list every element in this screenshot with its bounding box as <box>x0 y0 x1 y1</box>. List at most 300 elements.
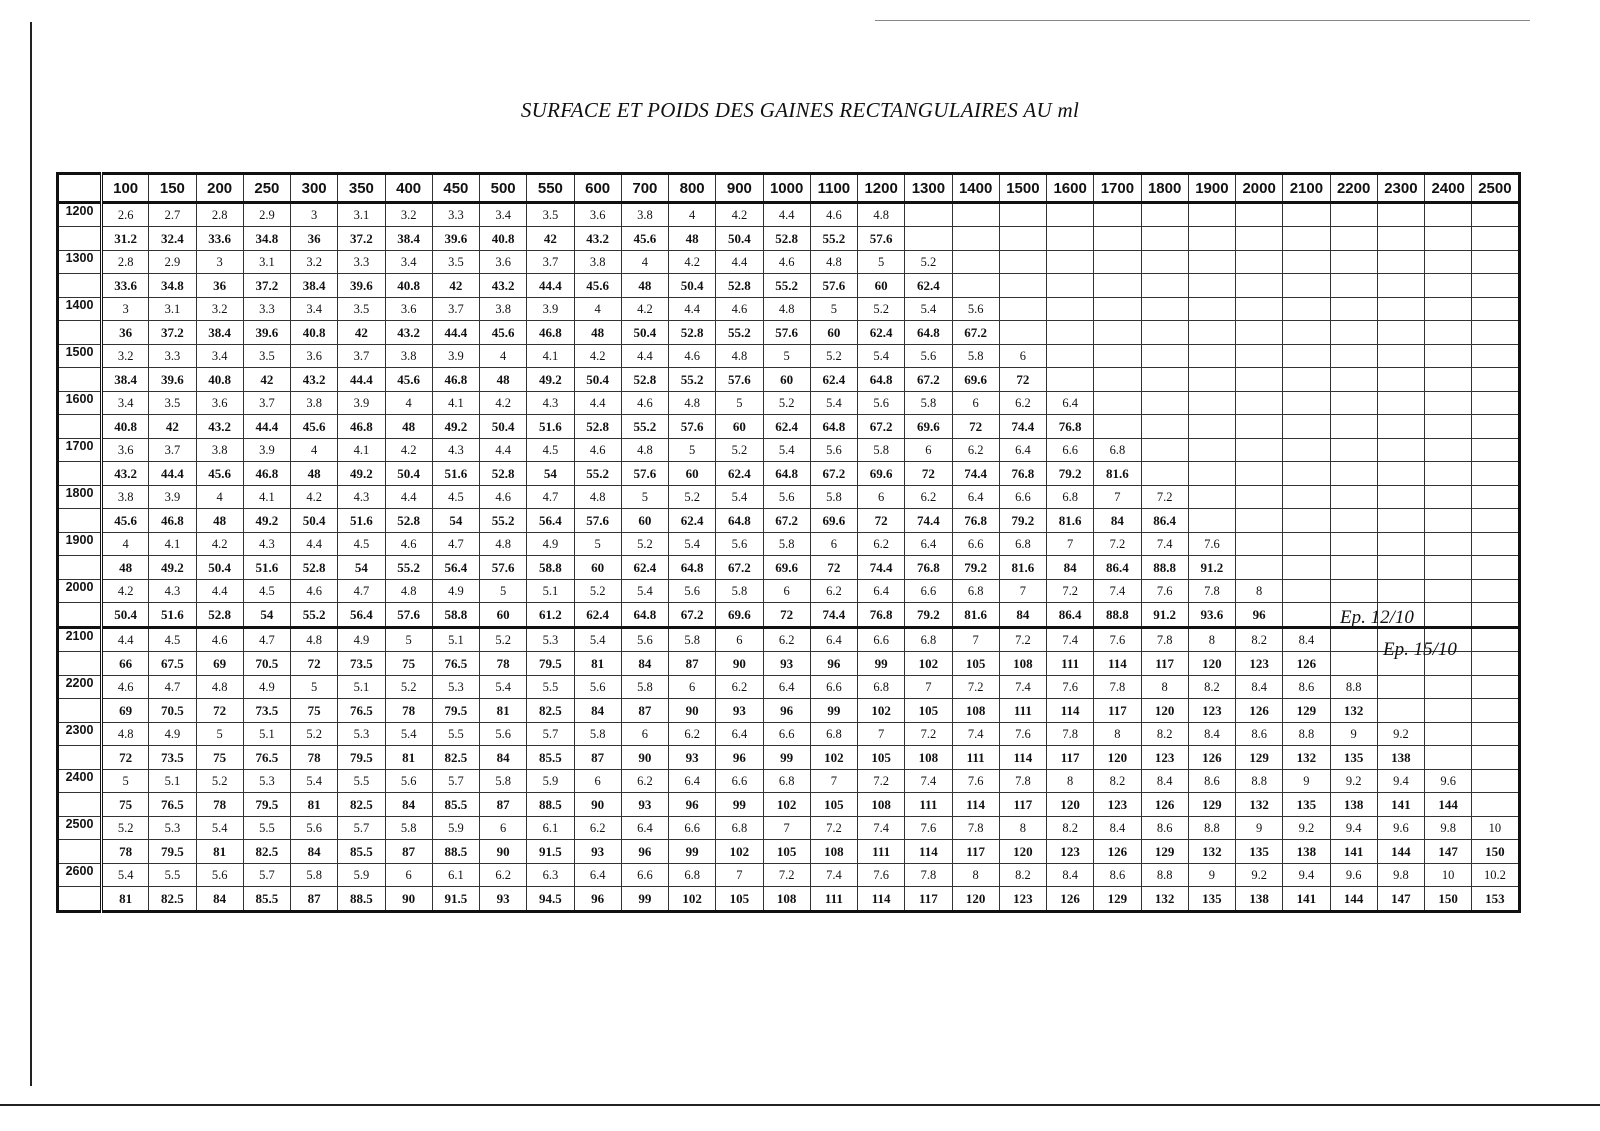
weight-cell: 55.2 <box>763 274 810 298</box>
weight-cell: 70.5 <box>243 652 290 676</box>
surface-cell: 4.6 <box>810 203 857 227</box>
surface-cell: 6 <box>716 628 763 652</box>
surface-cell: 7.2 <box>810 817 857 840</box>
surface-cell: 3 <box>196 251 243 274</box>
surface-cell: 5.4 <box>102 864 149 887</box>
surface-cell: 6.4 <box>905 533 952 556</box>
surface-cell: 5.6 <box>621 628 668 652</box>
weight-cell: 120 <box>1094 746 1141 770</box>
weight-cell: 73.5 <box>243 699 290 723</box>
weight-cell: 87 <box>669 652 716 676</box>
weight-cell: 62.4 <box>669 509 716 533</box>
row-label: 1900 <box>58 533 102 556</box>
surface-cell: 3.2 <box>102 345 149 368</box>
surface-cell: 5.2 <box>196 770 243 793</box>
empty-cell <box>1425 298 1472 321</box>
surface-cell: 4.8 <box>291 628 338 652</box>
empty-cell <box>1330 509 1377 533</box>
weight-cell: 111 <box>999 699 1046 723</box>
surface-cell: 5.4 <box>905 298 952 321</box>
weight-cell: 60 <box>669 462 716 486</box>
empty-cell <box>1377 580 1424 603</box>
weight-cell: 84 <box>480 746 527 770</box>
empty-cell <box>1377 533 1424 556</box>
weight-cell: 46.8 <box>149 509 196 533</box>
surface-cell: 5.4 <box>669 533 716 556</box>
empty-cell <box>1425 415 1472 439</box>
weight-cell: 69.6 <box>858 462 905 486</box>
weight-cell: 36 <box>291 227 338 251</box>
weight-row <box>58 603 1520 628</box>
weight-cell: 85.5 <box>527 746 574 770</box>
weight-cell: 57.6 <box>574 509 621 533</box>
weight-row <box>58 368 1520 392</box>
surface-cell: 5.9 <box>338 864 385 887</box>
surface-cell: 4.6 <box>291 580 338 603</box>
weight-cell: 51.6 <box>149 603 196 628</box>
surface-cell: 5.8 <box>952 345 999 368</box>
surface-cell: 4.3 <box>338 486 385 509</box>
surface-cell: 3.6 <box>196 392 243 415</box>
surface-cell: 8.4 <box>1047 864 1094 887</box>
weight-row <box>58 556 1520 580</box>
empty-cell <box>1425 486 1472 509</box>
weight-cell: 84 <box>1094 509 1141 533</box>
surface-cell: 4.8 <box>102 723 149 746</box>
weight-cell: 72 <box>999 368 1046 392</box>
row-label: 2300 <box>58 723 102 746</box>
column-header-row <box>58 174 1520 203</box>
weight-cell: 123 <box>999 887 1046 912</box>
weight-cell: 69.6 <box>763 556 810 580</box>
weight-row <box>58 887 1520 912</box>
weight-cell: 56.4 <box>432 556 479 580</box>
weight-cell: 96 <box>763 699 810 723</box>
surface-cell: 7.6 <box>952 770 999 793</box>
surface-cell: 3.8 <box>574 251 621 274</box>
surface-cell: 3.9 <box>149 486 196 509</box>
weight-cell: 123 <box>1094 793 1141 817</box>
weight-cell: 52.8 <box>480 462 527 486</box>
empty-cell <box>1188 227 1235 251</box>
weight-cell: 40.8 <box>480 227 527 251</box>
empty-cell <box>1472 699 1519 723</box>
empty-cell <box>1377 439 1424 462</box>
weight-cell: 72 <box>196 699 243 723</box>
surface-cell: 5.2 <box>810 345 857 368</box>
column-header: 900 <box>716 174 763 203</box>
surface-cell: 3.7 <box>527 251 574 274</box>
weight-cell: 108 <box>763 887 810 912</box>
column-header: 1900 <box>1188 174 1235 203</box>
weight-cell: 62.4 <box>858 321 905 345</box>
surface-cell: 6 <box>574 770 621 793</box>
weight-cell: 55.2 <box>480 509 527 533</box>
surface-cell: 4.1 <box>527 345 574 368</box>
weight-cell: 67.2 <box>905 368 952 392</box>
surface-cell: 5.8 <box>716 580 763 603</box>
weight-cell: 66 <box>102 652 149 676</box>
surface-cell: 4.7 <box>149 676 196 699</box>
weight-cell: 88.5 <box>527 793 574 817</box>
weight-cell: 50.4 <box>385 462 432 486</box>
empty-cell <box>1141 227 1188 251</box>
surface-cell: 7.4 <box>952 723 999 746</box>
column-header: 550 <box>527 174 574 203</box>
weight-cell: 38.4 <box>102 368 149 392</box>
surface-cell: 5.4 <box>621 580 668 603</box>
empty-cell <box>1283 298 1330 321</box>
empty-cell <box>1425 274 1472 298</box>
column-header: 1400 <box>952 174 999 203</box>
surface-cell: 4.6 <box>669 345 716 368</box>
weight-cell: 49.2 <box>243 509 290 533</box>
weight-cell: 120 <box>1188 652 1235 676</box>
weight-cell: 93 <box>480 887 527 912</box>
weight-cell: 135 <box>1330 746 1377 770</box>
surface-cell: 10.2 <box>1472 864 1519 887</box>
weight-cell: 123 <box>1047 840 1094 864</box>
weight-cell: 114 <box>1094 652 1141 676</box>
surface-cell: 4.8 <box>858 203 905 227</box>
surface-cell: 5.6 <box>196 864 243 887</box>
row-label: 2200 <box>58 676 102 699</box>
empty-cell <box>1141 321 1188 345</box>
weight-cell: 32.4 <box>149 227 196 251</box>
weight-cell: 46.8 <box>243 462 290 486</box>
column-header: 200 <box>196 174 243 203</box>
column-header: 2100 <box>1283 174 1330 203</box>
weight-cell: 62.4 <box>621 556 668 580</box>
surface-cell: 4.3 <box>149 580 196 603</box>
weight-cell: 79.2 <box>999 509 1046 533</box>
weight-cell: 60 <box>621 509 668 533</box>
weight-cell: 52.8 <box>196 603 243 628</box>
weight-cell: 117 <box>905 887 952 912</box>
weight-cell: 38.4 <box>291 274 338 298</box>
empty-cell <box>1377 462 1424 486</box>
surface-cell: 7.8 <box>905 864 952 887</box>
empty-cell <box>1330 486 1377 509</box>
weight-cell: 49.2 <box>527 368 574 392</box>
empty-cell <box>1094 227 1141 251</box>
empty-cell <box>1425 556 1472 580</box>
surface-cell: 5.8 <box>291 864 338 887</box>
empty-cell <box>1236 368 1283 392</box>
empty-cell <box>1236 392 1283 415</box>
corner-cell <box>58 174 102 203</box>
surface-cell: 3.6 <box>574 203 621 227</box>
surface-cell: 3.8 <box>291 392 338 415</box>
surface-cell: 7.4 <box>1141 533 1188 556</box>
surface-cell: 2.8 <box>196 203 243 227</box>
surface-cell: 6.8 <box>1047 486 1094 509</box>
surface-cell: 8.2 <box>1094 770 1141 793</box>
surface-cell: 4.4 <box>480 439 527 462</box>
empty-cell <box>1236 415 1283 439</box>
surface-cell: 9.4 <box>1377 770 1424 793</box>
weight-cell: 138 <box>1236 887 1283 912</box>
weight-cell: 67.2 <box>716 556 763 580</box>
empty-cell <box>1425 462 1472 486</box>
surface-cell: 4.5 <box>149 628 196 652</box>
surface-cell: 6.2 <box>480 864 527 887</box>
surface-cell: 6.6 <box>810 676 857 699</box>
surface-cell: 7.8 <box>1047 723 1094 746</box>
weight-cell: 129 <box>1283 699 1330 723</box>
empty-cell <box>1330 462 1377 486</box>
empty-cell <box>1330 580 1377 603</box>
surface-cell: 6.6 <box>905 580 952 603</box>
empty-cell <box>1472 509 1519 533</box>
weight-cell: 78 <box>196 793 243 817</box>
empty-cell <box>1425 321 1472 345</box>
weight-cell: 85.5 <box>243 887 290 912</box>
surface-cell: 5.2 <box>385 676 432 699</box>
weight-cell: 42 <box>527 227 574 251</box>
surface-cell: 3.1 <box>338 203 385 227</box>
weight-cell: 82.5 <box>432 746 479 770</box>
weight-cell: 51.6 <box>432 462 479 486</box>
surface-cell: 4.2 <box>621 298 668 321</box>
surface-cell: 9.2 <box>1283 817 1330 840</box>
weight-cell: 69.6 <box>952 368 999 392</box>
surface-cell: 7.6 <box>1141 580 1188 603</box>
surface-cell: 8 <box>1141 676 1188 699</box>
weight-cell: 57.6 <box>763 321 810 345</box>
surface-row <box>58 486 1520 509</box>
empty-cell <box>1283 486 1330 509</box>
empty-cell <box>1377 392 1424 415</box>
surface-cell: 4.2 <box>196 533 243 556</box>
weight-cell: 102 <box>716 840 763 864</box>
surface-cell: 3.9 <box>338 392 385 415</box>
surface-cell: 6.4 <box>669 770 716 793</box>
weight-cell: 55.2 <box>716 321 763 345</box>
weight-cell: 108 <box>858 793 905 817</box>
weight-cell: 58.8 <box>432 603 479 628</box>
empty-cell <box>1377 368 1424 392</box>
column-header: 1700 <box>1094 174 1141 203</box>
surface-cell: 3.2 <box>196 298 243 321</box>
surface-cell: 5.4 <box>858 345 905 368</box>
weight-cell: 108 <box>999 652 1046 676</box>
surface-cell: 4.3 <box>432 439 479 462</box>
empty-cell <box>1283 415 1330 439</box>
weight-cell: 108 <box>952 699 999 723</box>
surface-row <box>58 345 1520 368</box>
surface-cell: 3.4 <box>196 345 243 368</box>
weight-cell: 52.8 <box>716 274 763 298</box>
empty-cell <box>1425 533 1472 556</box>
empty-cell <box>1377 203 1424 227</box>
weight-cell: 62.4 <box>810 368 857 392</box>
weight-cell: 138 <box>1377 746 1424 770</box>
surface-cell: 7 <box>763 817 810 840</box>
surface-cell: 5.6 <box>810 439 857 462</box>
surface-cell: 8.2 <box>1141 723 1188 746</box>
surface-cell: 4.4 <box>716 251 763 274</box>
weight-cell: 46.8 <box>338 415 385 439</box>
weight-cell: 76.5 <box>432 652 479 676</box>
weight-cell: 55.2 <box>810 227 857 251</box>
surface-cell: 4.7 <box>527 486 574 509</box>
column-header: 2500 <box>1472 174 1519 203</box>
weight-cell: 114 <box>858 887 905 912</box>
weight-cell: 75 <box>385 652 432 676</box>
weight-cell: 48 <box>196 509 243 533</box>
empty-cell <box>1141 345 1188 368</box>
weight-cell: 82.5 <box>149 887 196 912</box>
empty-cell <box>1236 533 1283 556</box>
empty-cell <box>1425 746 1472 770</box>
empty-cell <box>1188 321 1235 345</box>
weight-cell: 96 <box>716 746 763 770</box>
surface-cell: 6 <box>858 486 905 509</box>
surface-cell: 7.8 <box>1094 676 1141 699</box>
surface-cell: 5.6 <box>858 392 905 415</box>
empty-cell <box>1283 251 1330 274</box>
surface-cell: 7.4 <box>858 817 905 840</box>
weight-cell: 38.4 <box>385 227 432 251</box>
empty-cell <box>1094 203 1141 227</box>
surface-cell: 8.8 <box>1283 723 1330 746</box>
surface-cell: 4.4 <box>102 628 149 652</box>
weight-cell: 135 <box>1188 887 1235 912</box>
surface-cell: 4.6 <box>621 392 668 415</box>
surface-cell: 4.2 <box>385 439 432 462</box>
weight-cell: 105 <box>858 746 905 770</box>
surface-cell: 9.4 <box>1283 864 1330 887</box>
weight-cell: 57.6 <box>669 415 716 439</box>
surface-cell: 3 <box>291 203 338 227</box>
surface-cell: 5.8 <box>621 676 668 699</box>
weight-cell: 96 <box>1236 603 1283 628</box>
surface-cell: 5 <box>858 251 905 274</box>
surface-cell: 7.6 <box>1047 676 1094 699</box>
surface-row <box>58 676 1520 699</box>
empty-cell <box>1330 533 1377 556</box>
empty-cell <box>1141 439 1188 462</box>
page-title: SURFACE ET POIDS DES GAINES RECTANGULAIRES AU ml <box>520 98 1080 122</box>
weight-cell: 36 <box>102 321 149 345</box>
surface-cell: 10 <box>1472 817 1519 840</box>
surface-cell: 6.4 <box>952 486 999 509</box>
surface-cell: 4.5 <box>432 486 479 509</box>
table-body <box>58 203 1520 912</box>
weight-cell: 55.2 <box>385 556 432 580</box>
surface-cell: 6.6 <box>1047 439 1094 462</box>
weight-cell: 123 <box>1236 652 1283 676</box>
weight-cell: 70.5 <box>149 699 196 723</box>
surface-cell: 7.4 <box>1047 628 1094 652</box>
surface-cell: 9 <box>1283 770 1330 793</box>
empty-cell <box>1472 298 1519 321</box>
surface-cell: 3.3 <box>243 298 290 321</box>
row-label-spacer <box>58 746 102 770</box>
weight-cell: 147 <box>1377 887 1424 912</box>
surface-cell: 4.2 <box>291 486 338 509</box>
weight-cell: 108 <box>905 746 952 770</box>
surface-row <box>58 864 1520 887</box>
surface-cell: 6.2 <box>621 770 668 793</box>
surface-cell: 6.6 <box>999 486 1046 509</box>
weight-cell: 91.2 <box>1188 556 1235 580</box>
surface-cell: 8 <box>952 864 999 887</box>
empty-cell <box>1330 652 1377 676</box>
surface-cell: 6.1 <box>527 817 574 840</box>
surface-cell: 5.2 <box>669 486 716 509</box>
weight-cell: 123 <box>1141 746 1188 770</box>
surface-cell: 6.8 <box>858 676 905 699</box>
surface-cell: 4.4 <box>291 533 338 556</box>
empty-cell <box>1283 345 1330 368</box>
weight-cell: 99 <box>763 746 810 770</box>
surface-cell: 4 <box>669 203 716 227</box>
surface-cell: 5.8 <box>858 439 905 462</box>
weight-cell: 138 <box>1330 793 1377 817</box>
surface-cell: 9.6 <box>1425 770 1472 793</box>
weight-cell: 93 <box>574 840 621 864</box>
weight-cell: 72 <box>858 509 905 533</box>
weight-cell: 44.4 <box>149 462 196 486</box>
weight-cell: 72 <box>952 415 999 439</box>
surface-cell: 7 <box>1047 533 1094 556</box>
weight-cell: 144 <box>1425 793 1472 817</box>
row-label: 1500 <box>58 345 102 368</box>
surface-cell: 8 <box>1094 723 1141 746</box>
weight-cell: 78 <box>385 699 432 723</box>
surface-cell: 3.7 <box>432 298 479 321</box>
weight-cell: 48 <box>621 274 668 298</box>
row-label: 2500 <box>58 817 102 840</box>
weight-cell: 48 <box>102 556 149 580</box>
weight-cell: 43.2 <box>291 368 338 392</box>
weight-cell: 111 <box>1047 652 1094 676</box>
surface-row <box>58 817 1520 840</box>
weight-cell: 79.5 <box>149 840 196 864</box>
row-label: 1800 <box>58 486 102 509</box>
surface-cell: 5.5 <box>338 770 385 793</box>
weight-cell: 141 <box>1283 887 1330 912</box>
weight-cell: 111 <box>905 793 952 817</box>
weight-cell: 79.5 <box>527 652 574 676</box>
column-header: 100 <box>102 174 149 203</box>
weight-cell: 48 <box>574 321 621 345</box>
weight-cell: 57.6 <box>480 556 527 580</box>
surface-cell: 7 <box>952 628 999 652</box>
column-header: 2300 <box>1377 174 1424 203</box>
weight-cell: 76.8 <box>858 603 905 628</box>
weight-cell: 126 <box>1047 887 1094 912</box>
empty-cell <box>1047 368 1094 392</box>
surface-cell: 4.9 <box>338 628 385 652</box>
surface-cell: 4.4 <box>621 345 668 368</box>
surface-cell: 3.5 <box>149 392 196 415</box>
surface-row <box>58 723 1520 746</box>
empty-cell <box>1094 345 1141 368</box>
weight-cell: 86.4 <box>1047 603 1094 628</box>
surface-cell: 5.5 <box>149 864 196 887</box>
empty-cell <box>1377 415 1424 439</box>
surface-cell: 7.2 <box>858 770 905 793</box>
weight-cell: 72 <box>905 462 952 486</box>
weight-cell: 50.4 <box>480 415 527 439</box>
weight-cell: 62.4 <box>574 603 621 628</box>
weight-cell: 42 <box>338 321 385 345</box>
empty-cell <box>1283 368 1330 392</box>
weight-cell: 67.2 <box>858 415 905 439</box>
